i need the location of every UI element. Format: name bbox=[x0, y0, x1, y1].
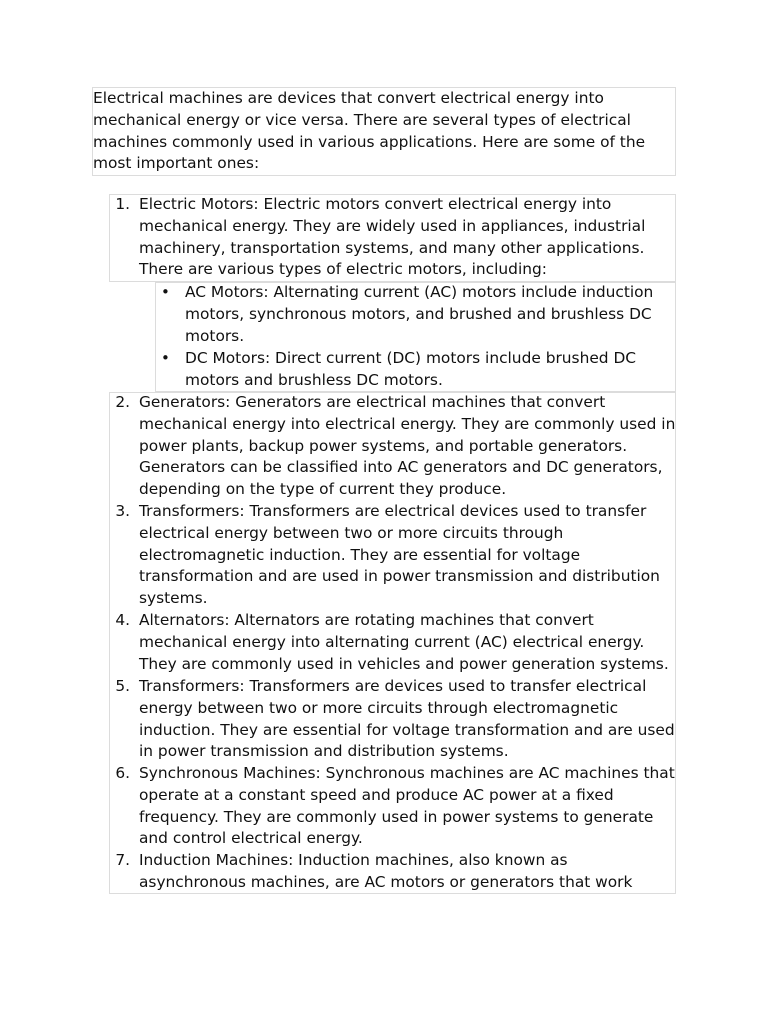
list-item-line: electrical energy between two or more circuits through bbox=[139, 523, 564, 542]
intro-paragraph bbox=[93, 88, 645, 175]
list-item-line: Transformers: Transformers are devices used to transfer electrical bbox=[139, 677, 647, 695]
sub-list-line: DC Motors: Direct current (DC) motors include brushed DC bbox=[185, 349, 637, 367]
list-item-line: induction. They are essential for voltage transformation and are used bbox=[139, 720, 675, 739]
list-item-line: Synchronous Machines: Synchronous machines are AC machines that bbox=[139, 764, 675, 782]
list-item-line: power plants, backup power systems, and portable generators. bbox=[139, 436, 628, 455]
list-number: 7. bbox=[115, 851, 130, 869]
list-number: 3. bbox=[115, 502, 130, 520]
list-item-line: mechanical energy into alternating current (AC) electrical energy. bbox=[139, 632, 645, 651]
list-item-line: in power transmission and distribution systems. bbox=[139, 742, 509, 761]
list-item-line: energy between two or more circuits through electromagnetic bbox=[139, 698, 619, 717]
list-item-line: machinery, transportation systems, and many other applications. bbox=[139, 238, 645, 257]
sub-list-line: AC Motors: Alternating current (AC) motors include induction bbox=[185, 283, 654, 301]
list-item-line: Generators: Generators are electrical machines that convert bbox=[139, 393, 606, 411]
list-number: 2. bbox=[115, 393, 130, 411]
list-item-line: Generators can be classified into AC generators and DC generators, bbox=[139, 458, 663, 477]
list-number: 5. bbox=[115, 677, 130, 695]
list-item-line: Electric Motors: Electric motors convert electrical energy into bbox=[139, 195, 612, 213]
intro-line: most important ones: bbox=[93, 154, 260, 173]
list-item-line: transformation and are used in power transmission and distribution bbox=[139, 567, 660, 586]
list-item-line: They are commonly used in vehicles and power generation systems. bbox=[139, 654, 669, 673]
list-item-line: mechanical energy. They are widely used in appliances, industrial bbox=[139, 216, 646, 235]
list-item-line: Transformers: Transformers are electrical devices used to transfer bbox=[139, 502, 647, 520]
list-item-line: Alternators: Alternators are rotating machines that convert bbox=[139, 611, 594, 629]
list-item-line: depending on the type of current they produce. bbox=[139, 480, 507, 499]
intro-line: Electrical machines are devices that convert electrical energy into bbox=[93, 89, 604, 107]
intro-line: machines commonly used in various applications. Here are some of the bbox=[93, 132, 646, 151]
list-number: 1. bbox=[115, 195, 130, 213]
list-item-line: Induction Machines: Induction machines, also known as bbox=[139, 851, 568, 869]
bullet-marker: • bbox=[161, 283, 170, 301]
sub-list-line: motors. bbox=[185, 326, 245, 345]
list-item-line: systems. bbox=[139, 589, 208, 608]
list-item-line: mechanical energy into electrical energy. They are commonly used in bbox=[139, 414, 676, 433]
intro-line: mechanical energy or vice versa. There are several types of electrical bbox=[93, 110, 631, 129]
sub-list-line: motors and brushless DC motors. bbox=[185, 370, 443, 389]
list-number: 4. bbox=[115, 611, 130, 629]
list-item-line: operate at a constant speed and produce AC power at a fixed bbox=[139, 785, 614, 804]
list-item-line: and control electrical energy. bbox=[139, 829, 363, 848]
list-item-line: asynchronous machines, are AC motors or generators that work bbox=[139, 872, 633, 891]
list-number: 6. bbox=[115, 764, 130, 782]
list-item-line: electromagnetic induction. They are essential for voltage bbox=[139, 545, 581, 564]
sub-list-line: motors, synchronous motors, and brushed and brushless DC bbox=[185, 304, 652, 323]
list-item-line: There are various types of electric motors, including: bbox=[139, 260, 547, 279]
bullet-marker: • bbox=[161, 349, 170, 367]
list-item-line: frequency. They are commonly used in power systems to generate bbox=[139, 807, 654, 826]
